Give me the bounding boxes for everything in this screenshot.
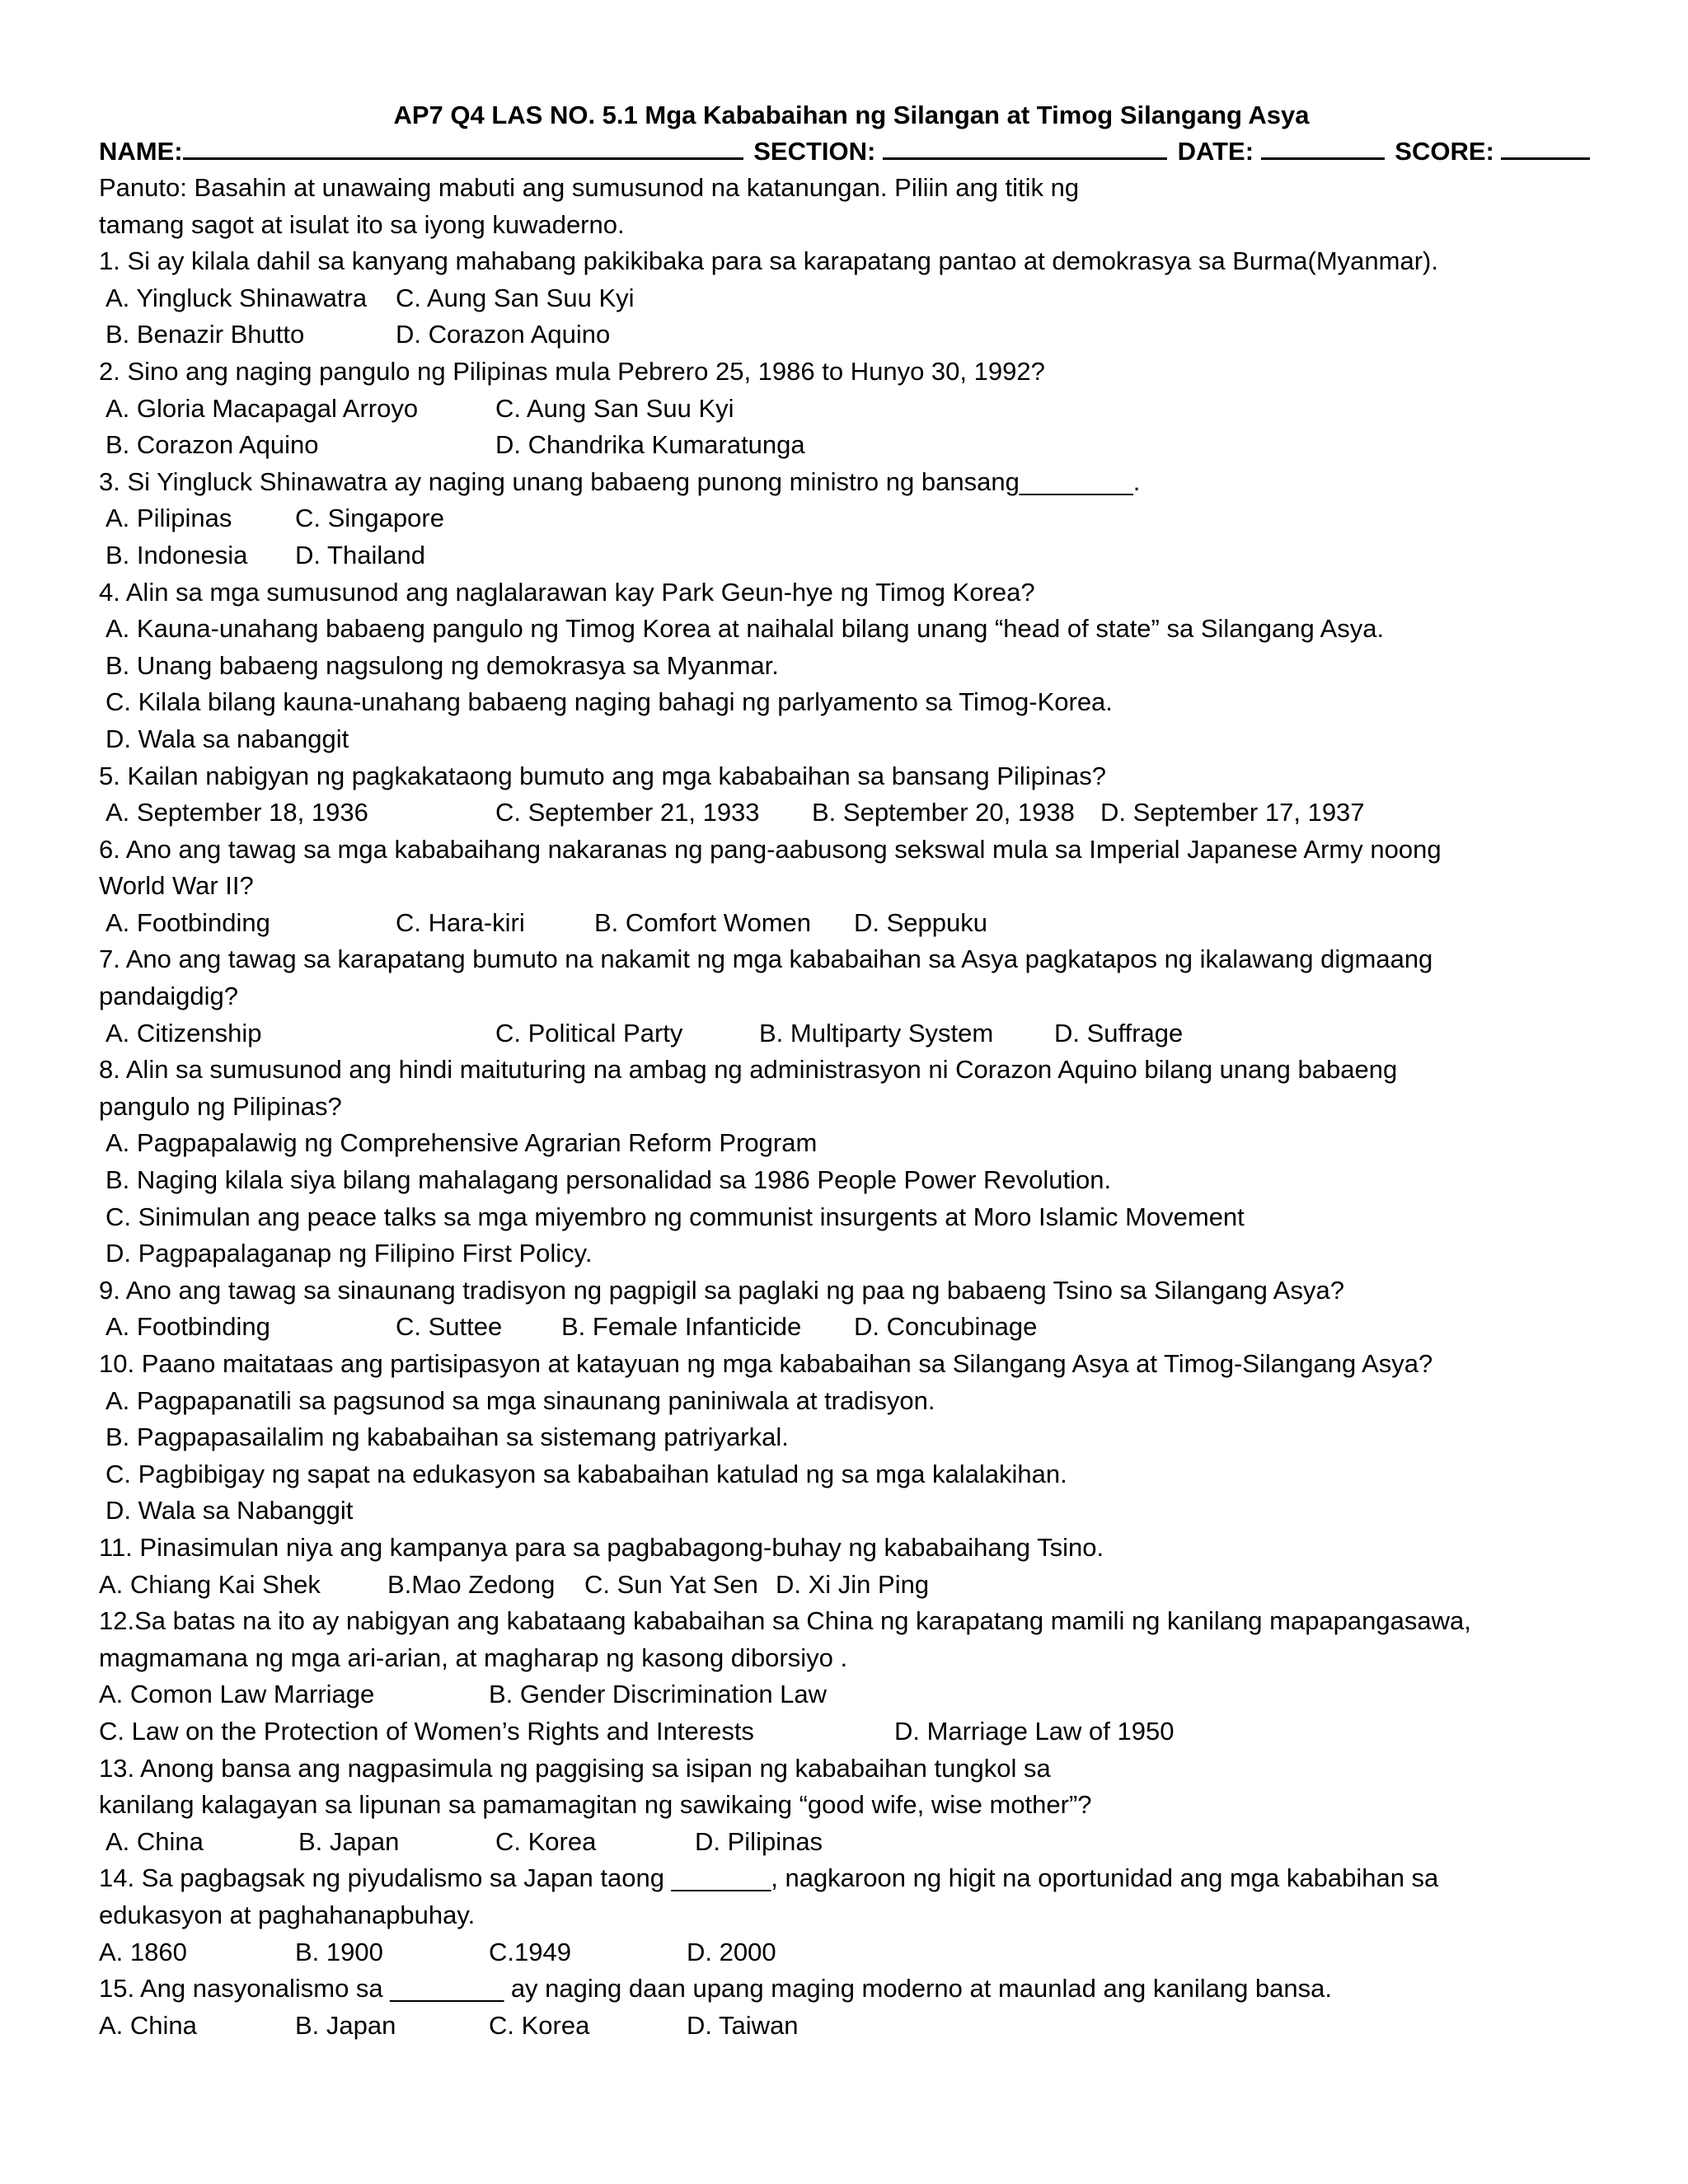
choice-row — [99, 1456, 1582, 1493]
question-text: 9. Ano ang tawag sa sinaunang tradisyon ng pagpigil sa paglaki ng paa ng babaeng Tsino sa Silangang Asya? — [99, 1275, 1344, 1305]
choice: D. 2000 — [687, 1937, 776, 1966]
choice-row — [99, 391, 1582, 428]
choice: B.Mao Zedong — [387, 1569, 556, 1599]
question-text: 5. Kailan nabigyan ng pagkakataong bumuto ang mga kababaihan sa bansang Pilipinas? — [99, 761, 1106, 790]
question-12 — [99, 1603, 1582, 1750]
choice: D. Wala sa nabanggit — [106, 724, 349, 753]
choice: D. Pilipinas — [695, 1826, 823, 1856]
choice-row — [99, 280, 1582, 317]
question-text: magmamana ng mga ari-arian, at magharap ng kasong diborsiyo . — [99, 1643, 848, 1672]
question-7 — [99, 941, 1582, 1052]
choice-row — [99, 1383, 1582, 1420]
header-fields — [99, 134, 1582, 170]
choice: D. Xi Jin Ping — [776, 1569, 930, 1599]
choice-row — [99, 684, 1582, 721]
choice-row — [99, 794, 1582, 832]
question-text: 13. Anong bansa ang nagpasimula ng paggising sa isipan ng kababaihan tungkol sa — [99, 1753, 1051, 1783]
choice-row — [99, 1676, 1582, 1713]
question-text: 7. Ano ang tawag sa karapatang bumuto na nakamit ng mga kababaihan sa Asya pagkatapos ng ikalawang digmaang — [99, 944, 1433, 974]
choice: B. Japan — [295, 2010, 396, 2040]
score-blank — [1501, 136, 1590, 160]
question-text: 15. Ang nasyonalismo sa ________ ay naging daan upang maging moderno at maunlad ang kanilang bansa. — [99, 1974, 1333, 2004]
choice: B. Benazir Bhutto — [106, 320, 305, 349]
choice: C. Korea — [489, 2010, 590, 2040]
question-8 — [99, 1052, 1582, 1272]
choice-row — [99, 1162, 1582, 1199]
choice: D. Chandrika Kumaratunga — [495, 430, 805, 460]
question-text: kanilang kalagayan sa lipunan sa pamamagitan ng sawikaing “good wife, wise mother”? — [99, 1790, 1092, 1820]
question-15 — [99, 1971, 1582, 2044]
section-label: SECTION: — [753, 137, 876, 166]
question-text: 11. Pinasimulan niya ang kampanya para sa pagbabagong-buhay ng kababaihang Tsino. — [99, 1532, 1104, 1562]
choice-row — [99, 1419, 1582, 1456]
choice: C. Sun Yat Sen — [584, 1569, 758, 1599]
choice: C. Suttee — [396, 1312, 503, 1342]
section-blank — [883, 136, 1167, 160]
instructions-line-1: Panuto: Basahin at unawaing mabuti ang sumusunod na katanungan. Piliin ang titik ng — [99, 173, 1080, 202]
choice: C. Sinimulan ang peace talks sa mga miyembro ng communist insurgents at Moro Islamic Movement — [106, 1202, 1245, 1231]
question-5 — [99, 758, 1582, 832]
choice-row — [99, 316, 1582, 354]
choice: B. Pagpapasailalim ng kababaihan sa sistemang patriyarkal. — [106, 1422, 789, 1452]
question-3 — [99, 464, 1582, 574]
choice: D. Marriage Law of 1950 — [894, 1716, 1175, 1746]
question-14 — [99, 1860, 1582, 1971]
choice: B. Multiparty System — [759, 1018, 994, 1047]
question-text: 14. Sa pagbagsak ng piyudalismo sa Japan taong _______, nagkaroon ng higit na oportunidad ang mga kababihan sa — [99, 1863, 1439, 1893]
score-label: SCORE: — [1395, 137, 1494, 166]
choice: B. Indonesia — [106, 540, 248, 569]
question-9 — [99, 1272, 1582, 1346]
choice: A. Yingluck Shinawatra — [106, 283, 368, 312]
choice: B. Naging kilala siya bilang mahalagang personalidad sa 1986 People Power Revolution. — [106, 1165, 1112, 1195]
choice: B. Corazon Aquino — [106, 430, 319, 460]
choice-row — [99, 1309, 1582, 1346]
question-text: 12.Sa batas na ito ay nabigyan ang kabataang kababaihan sa China ng karapatang mamili ng kanilang mapapangasawa, — [99, 1606, 1471, 1636]
question-text: pandaigdig? — [99, 982, 238, 1011]
worksheet-title: AP7 Q4 LAS NO. 5.1 Mga Kababaihan ng Silangan at Timog Silangang Asya — [393, 101, 1310, 129]
question-text: World War II? — [99, 871, 254, 901]
choice: A. Pilipinas — [106, 504, 232, 533]
choice: A. Footbinding — [106, 907, 270, 937]
choice: D. Taiwan — [687, 2010, 799, 2040]
question-6 — [99, 832, 1582, 942]
date-blank — [1261, 136, 1385, 160]
choice: A. Pagpapanatili sa pagsunod sa mga sinaunang paniniwala at tradisyon. — [106, 1385, 935, 1415]
choice: A. Footbinding — [106, 1312, 270, 1342]
choice: C. Kilala bilang kauna-unahang babaeng naging bahagi ng parlyamento sa Timog-Korea. — [106, 687, 1113, 717]
choice-row — [99, 1824, 1582, 1861]
question-text: 6. Ano ang tawag sa mga kababaihang nakaranas ng pang-aabusong sekswal mula sa Imperial Japanese Army noong — [99, 834, 1442, 864]
question-11 — [99, 1530, 1582, 1603]
question-text: 2. Sino ang naging pangulo ng Pilipinas mula Pebrero 25, 1986 to Hunyo 30, 1992? — [99, 356, 1045, 386]
choice: D. Concubinage — [854, 1312, 1038, 1342]
choice-row — [99, 427, 1582, 464]
choice-row — [99, 648, 1582, 685]
choice: B. Female Infanticide — [561, 1312, 802, 1342]
choice: D. Seppuku — [854, 907, 987, 937]
choice-row — [99, 611, 1582, 648]
choice: A. 1860 — [99, 1937, 187, 1966]
question-text: 3. Si Yingluck Shinawatra ay naging unang babaeng punong ministro ng bansang________. — [99, 466, 1141, 496]
choice: D. Pagpapalaganap ng Filipino First Policy. — [106, 1239, 593, 1268]
choice: A. September 18, 1936 — [106, 798, 368, 827]
instructions-line-2: tamang sagot at isulat ito sa iyong kuwaderno. — [99, 209, 625, 239]
choice: C. Political Party — [495, 1018, 683, 1047]
choice: A. Chiang Kai Shek — [99, 1569, 321, 1599]
choice: C. Law on the Protection of Women’s Rights and Interests — [99, 1716, 754, 1746]
name-label: NAME: — [99, 137, 183, 166]
choice: B. Unang babaeng nagsulong ng demokrasya sa Myanmar. — [106, 650, 779, 680]
choice: A. Comon Law Marriage — [99, 1680, 375, 1709]
choice: B. Comfort Women — [594, 907, 812, 937]
question-text: 1. Si ay kilala dahil sa kanyang mahabang pakikibaka para sa karapatang pantao at demokrasya sa Burma(Myanmar). — [99, 246, 1438, 276]
choice-row — [99, 1567, 1582, 1604]
question-text: edukasyon at paghahanapbuhay. — [99, 1900, 476, 1929]
choice-row — [99, 1493, 1582, 1530]
choice: D. Wala sa Nabanggit — [106, 1496, 354, 1526]
question-2 — [99, 354, 1582, 464]
choice: C. Singapore — [295, 504, 444, 533]
question-13 — [99, 1750, 1582, 1861]
question-text: 4. Alin sa mga sumusunod ang naglalarawan kay Park Geun-hye ng Timog Korea? — [99, 577, 1035, 607]
choice: D. Corazon Aquino — [396, 320, 611, 349]
choice: A. Gloria Macapagal Arroyo — [106, 393, 419, 423]
choice: C. Hara-kiri — [396, 907, 525, 937]
choice: C. Korea — [495, 1826, 597, 1856]
choice-row — [99, 1125, 1582, 1162]
question-list — [99, 243, 1582, 2044]
choice-row — [99, 1713, 1582, 1750]
choice: B. September 20, 1938 — [812, 798, 1075, 827]
choice: A. Kauna-unahang babaeng pangulo ng Timog Korea at naihalal bilang unang “head of state” sa Silangang Asya. — [106, 614, 1385, 644]
name-blank — [183, 136, 743, 160]
question-text: 8. Alin sa sumusunod ang hindi maituturing na ambag ng administrasyon ni Corazon Aquino bilang unang babaeng — [99, 1055, 1398, 1085]
question-10 — [99, 1346, 1582, 1530]
choice: C. Aung San Suu Kyi — [396, 283, 635, 312]
choice-row — [99, 1934, 1582, 1971]
choice: B. 1900 — [295, 1937, 383, 1966]
question-1 — [99, 243, 1582, 354]
date-label: DATE: — [1177, 137, 1254, 166]
choice: A. Pagpapalawig ng Comprehensive Agrarian Reform Program — [106, 1128, 818, 1158]
choice: C. September 21, 1933 — [495, 798, 760, 827]
choice: A. Citizenship — [106, 1018, 262, 1047]
choice-row — [99, 1015, 1582, 1052]
choice-row — [99, 500, 1582, 537]
choice-row — [99, 905, 1582, 942]
choice-row — [99, 537, 1582, 574]
worksheet-page — [99, 97, 1582, 2044]
question-4 — [99, 574, 1582, 758]
choice: D. Thailand — [295, 540, 425, 569]
choice: A. China — [99, 2010, 197, 2040]
choice-row — [99, 1235, 1582, 1272]
question-text: 10. Paano maitataas ang partisipasyon at katayuan ng mga kababaihan sa Silangang Asya at Timog-Silangang Asya? — [99, 1349, 1433, 1378]
choice: A. China — [106, 1826, 204, 1856]
choice-row — [99, 1199, 1582, 1236]
choice: B. Gender Discrimination Law — [489, 1680, 828, 1709]
choice: C. Aung San Suu Kyi — [495, 393, 734, 423]
choice-row — [99, 2008, 1582, 2045]
choice: D. Suffrage — [1054, 1018, 1184, 1047]
choice-row — [99, 721, 1582, 758]
choice: D. September 17, 1937 — [1100, 798, 1365, 827]
question-text: pangulo ng Pilipinas? — [99, 1091, 342, 1121]
choice: C.1949 — [489, 1937, 571, 1966]
choice: C. Pagbibigay ng sapat na edukasyon sa kababaihan katulad ng sa mga kalalakihan. — [106, 1459, 1067, 1488]
choice: B. Japan — [298, 1826, 400, 1856]
